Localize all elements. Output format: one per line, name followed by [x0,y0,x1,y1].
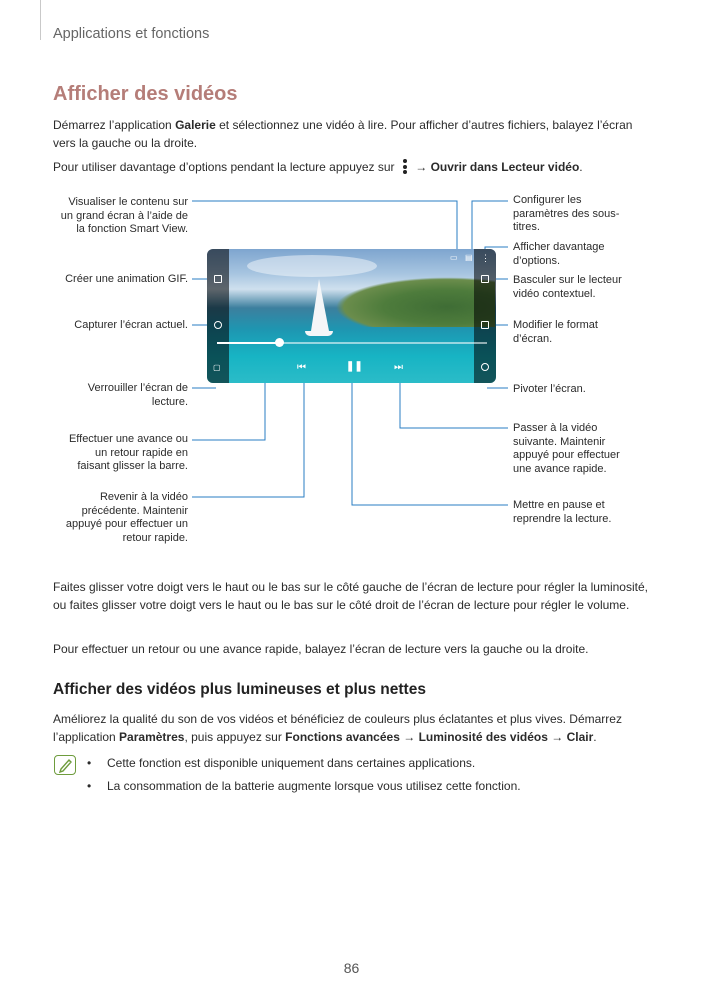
sailboat-sail [311,279,329,331]
body-paragraph-2: Pour effectuer un retour ou une avance rapide, balayez l’écran de lecture vers la gauche ou la droite. [53,642,589,656]
note-bullet-2: • [87,779,92,793]
callout-pause: Mettre en pause et reprendre la lecture. [513,499,612,525]
callout-more-options: Afficher davantage d’options. [513,241,605,267]
callout-subtitles: Configurer les paramètres des sous-titres. [513,194,620,233]
section-title: Afficher des vidéos [53,83,238,105]
seek-bar[interactable] [217,342,487,344]
callout-rotate: Pivoter l’écran. [513,383,586,395]
callout-next: Passer à la vidéo suivante. Maintenir appuyé pour effectuer une avance rapide. [513,422,620,475]
lock-icon[interactable]: ▢ [213,363,221,372]
smart-view-icon[interactable]: ▭ [450,253,458,262]
note-bullet-1: • [87,756,92,770]
callout-seek-bar: Effectuer une avance ou un retour rapide en faisant glisser la barre. [68,433,188,472]
gif-icon[interactable] [214,275,222,283]
video-player-screenshot [207,249,496,383]
seek-bar-fill [217,342,279,344]
callout-smart-view: Visualiser le contenu sur un grand écran à l’aide de la fonction Smart View. [60,196,188,235]
callout-lock: Verrouiller l’écran de lecture. [87,382,188,408]
callout-popup-player: Basculer sur le lecteur vidéo contextuel. [513,274,622,300]
header-title: Applications et fonctions [53,26,210,42]
intro-paragraph-1: Démarrez l’application Galerie et sélectionnez une vidéo à lire. Pour afficher d’autres fichiers, balayez l’écran vers la gauche ou la droite. [53,118,633,150]
popup-player-icon[interactable] [481,275,489,283]
callout-capture: Capturer l’écran actuel. [74,319,188,331]
screen-ratio-icon[interactable] [481,321,489,329]
capture-icon[interactable] [214,321,222,329]
subtitles-icon[interactable]: ▤ [465,253,473,262]
sky-cloud [247,255,377,277]
note-text-1: Cette fonction est disponible uniquement dans certaines applications. [107,756,476,770]
callout-previous: Revenir à la vidéo précédente. Maintenir appuyé pour effectuer un retour rapide. [65,491,188,544]
intro-paragraph-2: Pour utiliser davantage d’options pendant la lecture appuyez sur → Ouvrir dans Lecteur vidéo. [53,160,583,174]
callout-gif: Créer une animation GIF. [65,273,188,285]
pause-icon[interactable]: ❚❚ [346,361,363,372]
subsection-title: Afficher des vidéos plus lumineuses et plus nettes [53,681,426,698]
seek-bar-thumb[interactable] [275,338,284,347]
island-scene [335,277,495,327]
note-pencil-icon [54,755,76,775]
more-options-icon[interactable]: ⋮ [481,253,490,263]
next-icon[interactable]: ⏭ [394,362,403,373]
sailboat-hull [305,331,333,336]
page-number: 86 [343,960,360,976]
rotate-icon[interactable] [481,363,489,371]
body-paragraph-1: Faites glisser votre doigt vers le haut ou le bas sur le côté gauche de l’écran de lecture pour régler la luminosité, ou faites glisser votre doigt vers le haut ou le bas sur le côté droit de l’écran de lecture pour régler le volume. [53,580,648,612]
previous-icon[interactable]: ⏮ [297,362,306,373]
subsection-paragraph: Améliorez la qualité du son de vos vidéos et bénéficiez de couleurs plus éclatantes et plus vives. Démarrez l’application Paramètres, puis appuyez sur Fonctions avancées → Luminosité des vidéos → Clair. [53,712,622,744]
callout-screen-ratio: Modifier le format d’écran. [513,319,598,345]
note-text-2: La consommation de la batterie augmente lorsque vous utilisez cette fonction. [107,779,521,793]
